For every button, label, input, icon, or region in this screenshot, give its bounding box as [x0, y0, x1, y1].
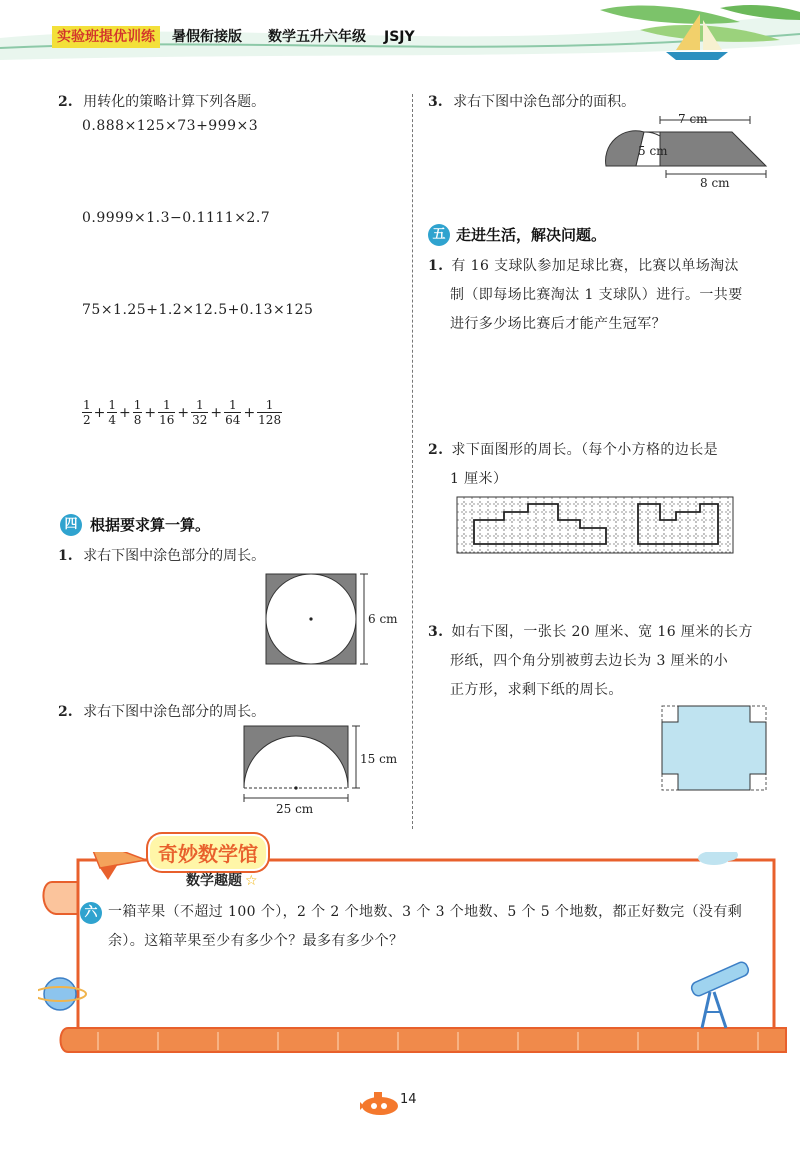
page-number: 14 — [400, 1092, 417, 1107]
fraction: $\frac{1}{8}$ — [133, 398, 142, 427]
section-title: 根据要求算一算。 — [90, 516, 211, 534]
question-number: 2. — [58, 94, 73, 110]
dimension-label: 6 cm — [368, 612, 398, 626]
section-badge: 五 — [428, 224, 450, 246]
expression-3: 75×1.25+1.2×12.5+0.13×125 — [82, 302, 314, 318]
semicircle-cutout-figure — [236, 722, 366, 808]
grid-figure — [456, 496, 736, 556]
fraction: $\frac{1}{2}$ — [83, 398, 91, 427]
question-2 — [58, 92, 265, 112]
fraction: $\frac{1}{32}$ — [192, 398, 208, 427]
fun-title: 奇妙数学馆 — [148, 834, 268, 871]
question-4-1: 1. 求右下图中涂色部分的周长。 — [58, 548, 266, 564]
fun-question: 一箱苹果（不超过 100 个），2 个 2 个地数、3 个 3 个地数、5 个 5 个地数，都正好数完（没有剩 余）。这箱苹果至少有多少个？最多有多少个？ — [108, 904, 743, 949]
cut-corner-paper-figure — [660, 704, 770, 792]
question-3: 3. 求右下图中涂色部分的面积。 — [428, 94, 636, 110]
expression-1: 0.888×125×73+999×3 — [82, 118, 259, 134]
fraction-sum: $\frac{1}{2}$ + $\frac{1}{4}$ + $\frac{1}{8}$ + $\frac{1}{16}$ + $\frac{1}{32}$ + $\frac{1}{64}$ + $\frac{1}{128}$ — [83, 398, 282, 427]
edition-label: 暑假衔接版 — [172, 29, 242, 45]
fun-subtitle: 数学趣题 ☆ — [186, 873, 258, 889]
column-divider — [412, 94, 413, 829]
expression-2: 0.9999×1.3−0.1111×2.7 — [82, 210, 271, 226]
question-4-2: 2. 求右下图中涂色部分的周长。 — [58, 704, 266, 720]
fraction: $\frac{1}{16}$ — [159, 398, 175, 427]
question-5-1: 1. 有 16 支球队参加足球比赛，比赛以单场淘汰 制（即每场比赛淘汰 1 支球队）进行。一共要 进行多少场比赛后才能产生冠军？ — [428, 258, 743, 332]
question-5-2: 2. 求下面图形的周长。（每个小方格的边长是 1 厘米） — [428, 442, 719, 487]
width-label: 25 cm — [276, 802, 314, 816]
code-label: JSJY — [384, 29, 415, 45]
height-label: 15 cm — [360, 752, 398, 766]
question-text: 用转化的策略计算下列各题。 — [83, 94, 266, 110]
fraction: $\frac{1}{128}$ — [258, 398, 282, 427]
section-title: 走进生活，解决问题。 — [456, 226, 607, 244]
series-tag: 实验班提优训练 — [52, 26, 160, 48]
submarine-icon — [356, 1088, 400, 1118]
fraction: $\frac{1}{64}$ — [225, 398, 241, 427]
section-badge: 六 — [80, 902, 102, 924]
top-label: 7 cm — [678, 112, 708, 126]
fraction: $\frac{1}{4}$ — [108, 398, 117, 427]
height-label: 5 cm — [638, 144, 668, 158]
subject-label: 数学五升六年级 — [268, 29, 366, 45]
question-5-3: 3. 如右下图，一张长 20 厘米、宽 16 厘米的长方 形纸，四个角分别被剪去边长为 3 厘米的小 正方形，求剩下纸的周长。 — [428, 624, 753, 698]
square-circles-figure — [260, 570, 372, 666]
star-icon: ☆ — [245, 873, 258, 889]
bottom-label: 8 cm — [700, 176, 730, 190]
section-badge: 四 — [60, 514, 82, 536]
